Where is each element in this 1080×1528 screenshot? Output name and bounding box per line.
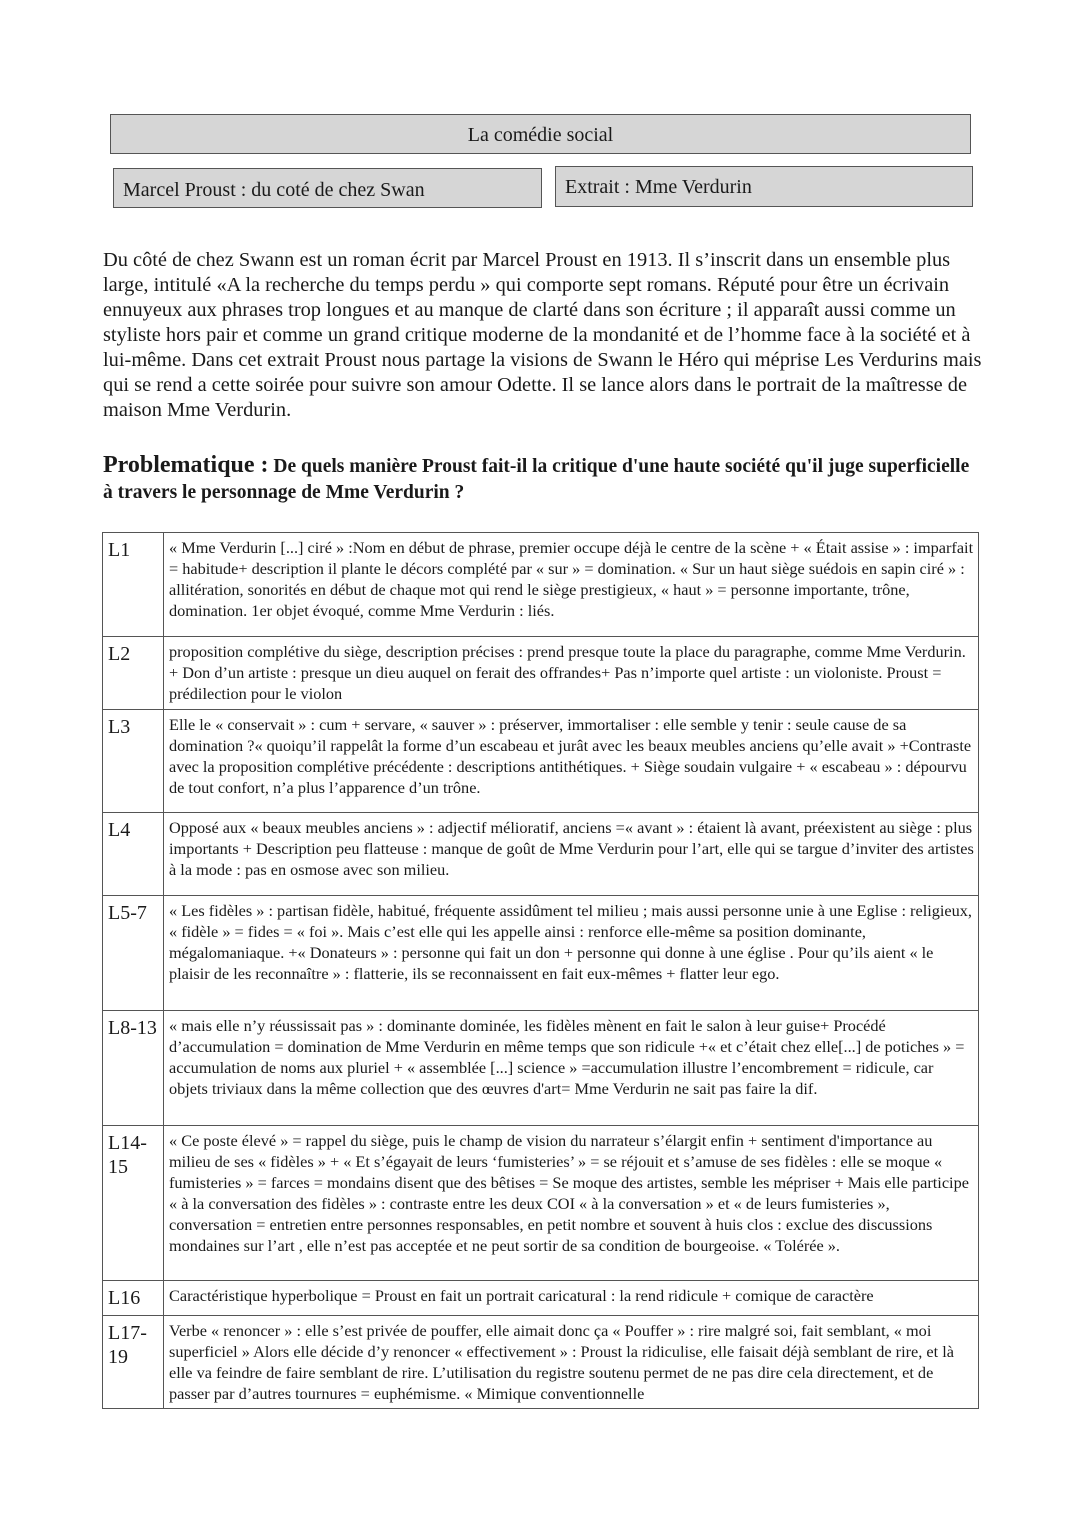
analysis-text: Caractéristique hyperbolique = Proust en fait un portrait caricatural : la rend ridicule + comique de caractère: [164, 1281, 979, 1316]
document-title: La comédie social: [467, 124, 614, 146]
line-reference: L1: [103, 533, 164, 637]
table-row: [103, 637, 979, 710]
line-reference: L14-15: [103, 1126, 164, 1281]
line-reference: L8-13: [103, 1011, 164, 1126]
author-work-box: [113, 168, 542, 208]
line-reference: L16: [103, 1281, 164, 1316]
analysis-text: Opposé aux « beaux meubles anciens » : adjectif mélioratif, anciens =« avant » : étaient là avant, préexistent au siège : plus importants + Description peu flatteuse : manque de goût de Mme Verdurin pour l’art, elle qui se targue d’inviter des artistes à la mode : pas en osmose avec son milieu.: [164, 813, 979, 896]
introduction-paragraph: Du côté de chez Swann est un roman écrit par Marcel Proust en 1913. Il s’inscrit dans un ensemble plus large, intitulé «A la recherche du temps perdu » qui comporte sept romans. Réputé pour être un écrivain ennuyeux aux phrases trop longues et au manque de clarté dans son écriture ; il apparaît aussi comme un styliste hors pair et comme un grand critique moderne de la mondanité et de l’homme face à la société et à lui-même. Dans cet extrait Proust nous partage la visions de Swann le Héro qui méprise Les Verdurins mais qui se rend a cette soirée pour suivre son amour Odette. Il se lance alors dans le portrait de la maîtresse de maison Mme Verdurin.: [103, 249, 982, 421]
line-reference: L5-7: [103, 896, 164, 1011]
analysis-text: « Ce poste élevé » = rappel du siège, puis le champ de vision du narrateur s’élargit enfin + sentiment d'importance au milieu de ses « fidèles » + « Et s’égayait de leurs ‘fumisteries’ » = se réjouit et s’amuse de ses fidèles : elle se moque « fumisteries » = farces = mondains disent que des bêtises = Se moque des artistes, semble les mépriser + Mais elle participe « à la conversation des fidèles » : contraste entre les deux COI « à la conversation » et « de leurs fumisteries », conversation = entretien entre personnes responsables, en petit nombre et souvent à huis clos : exclue des discussions mondaines sur l’art , elle n’est pas acceptée et ne peut sortir de sa condition de bourgeoise. « Tolérée ».: [164, 1126, 979, 1281]
author-work-label: Marcel Proust : du coté de chez Swan: [123, 179, 425, 201]
extract-label: Extrait : Mme Verdurin: [565, 176, 752, 198]
problem-label: Problematique :: [103, 452, 269, 478]
table-row: [103, 1011, 979, 1126]
line-reference: L17-19: [103, 1316, 164, 1409]
problem-question: De quels manière Proust fait-il la critique d'une haute société qu'il juge superficielle à travers le personnage de Mme Verdurin ?: [103, 456, 970, 503]
analysis-table: [102, 532, 979, 1409]
extract-box: [555, 166, 973, 207]
table-row: [103, 1281, 979, 1316]
analysis-text: Elle le « conservait » : cum + servare, « sauver » : préserver, immortaliser : elle semble y tenir : seule cause de sa domination ?« quoiqu’il rappelât la forme d’un escabeau et jurât avec les beaux meubles anciens qu’elle avait » +Contraste avec la proposition complétive précédente : descriptions antithétiques. + Siège soudain vulgaire + « escabeau » : dépourvu de tout confort, n’a plus l’apparence d’un trône.: [164, 710, 979, 813]
table-row: [103, 896, 979, 1011]
problem-statement: [103, 452, 983, 506]
line-reference: L3: [103, 710, 164, 813]
line-reference: L2: [103, 637, 164, 710]
analysis-text: « Mme Verdurin [...] ciré » :Nom en début de phrase, premier occupe déjà le centre de la scène + « Était assise » : imparfait = habitude+ description il plante le décors complété par « sur » = domination. « Sur un haut siège suédois en sapin ciré » : allitération, sonorités en début de chaque mot qui rend le siège prestigieux, « haut » = personne importante, trône, domination. 1er objet évoqué, comme Mme Verdurin : liés.: [164, 533, 979, 637]
table-row: [103, 813, 979, 896]
analysis-text: proposition complétive du siège, description précises : prend presque toute la place du paragraphe, comme Mme Verdurin. + Don d’un artiste : presque un dieu auquel on ferait des offrandes+ Pas n’importe quel artiste : un violoniste. Proust = prédilection pour le violon: [164, 637, 979, 710]
table-row: [103, 710, 979, 813]
table-row: [103, 533, 979, 637]
title-box: [110, 114, 971, 154]
analysis-text: « Les fidèles » : partisan fidèle, habitué, fréquente assidûment tel milieu ; mais aussi personne unie à une Eglise : religieux, « fidèle » = fides = « foi ». Mais c’est elle qui les appelle ainsi : renforce elle-même sa position dominante, mégalomaniaque. +« Donateurs » : personne qui fait un don + personne qui donne à une église . Pour qu’ils aient « le plaisir de les reconnaître » : flatterie, ils se reconnaissent en fait eux-mêmes + flatter leur ego.: [164, 896, 979, 1011]
table-row: [103, 1316, 979, 1409]
analysis-text: « mais elle n’y réussissait pas » : dominante dominée, les fidèles mènent en fait le salon à leur guise+ Procédé d’accumulation = domination de Mme Verdurin en même temps que son ridicule +« et c’était chez elle[...] de potiches » = accumulation de noms aux pluriel + « assemblée [...] science » =accumulation illustre l’encombrement = ridicule, car objets triviaux dans la même collection que des œuvres d'art= Mme Verdurin ne sait pas faire la dif.: [164, 1011, 979, 1126]
analysis-text: Verbe « renoncer » : elle s’est privée de pouffer, elle aimait donc ça « Pouffer » : rire malgré soi, fait semblant, « moi superficiel » Alors elle décide d’y renoncer « effectivement » : Proust la ridiculise, elle faisait déjà semblant de rire, et là elle va feindre de faire semblant de rire. L’utilisation du registre soutenu permet de ne pas dire cela directement, et de passer par d’autres tournures = euphémisme. « Mimique conventionnelle: [164, 1316, 979, 1409]
line-reference: L4: [103, 813, 164, 896]
table-row: [103, 1126, 979, 1281]
